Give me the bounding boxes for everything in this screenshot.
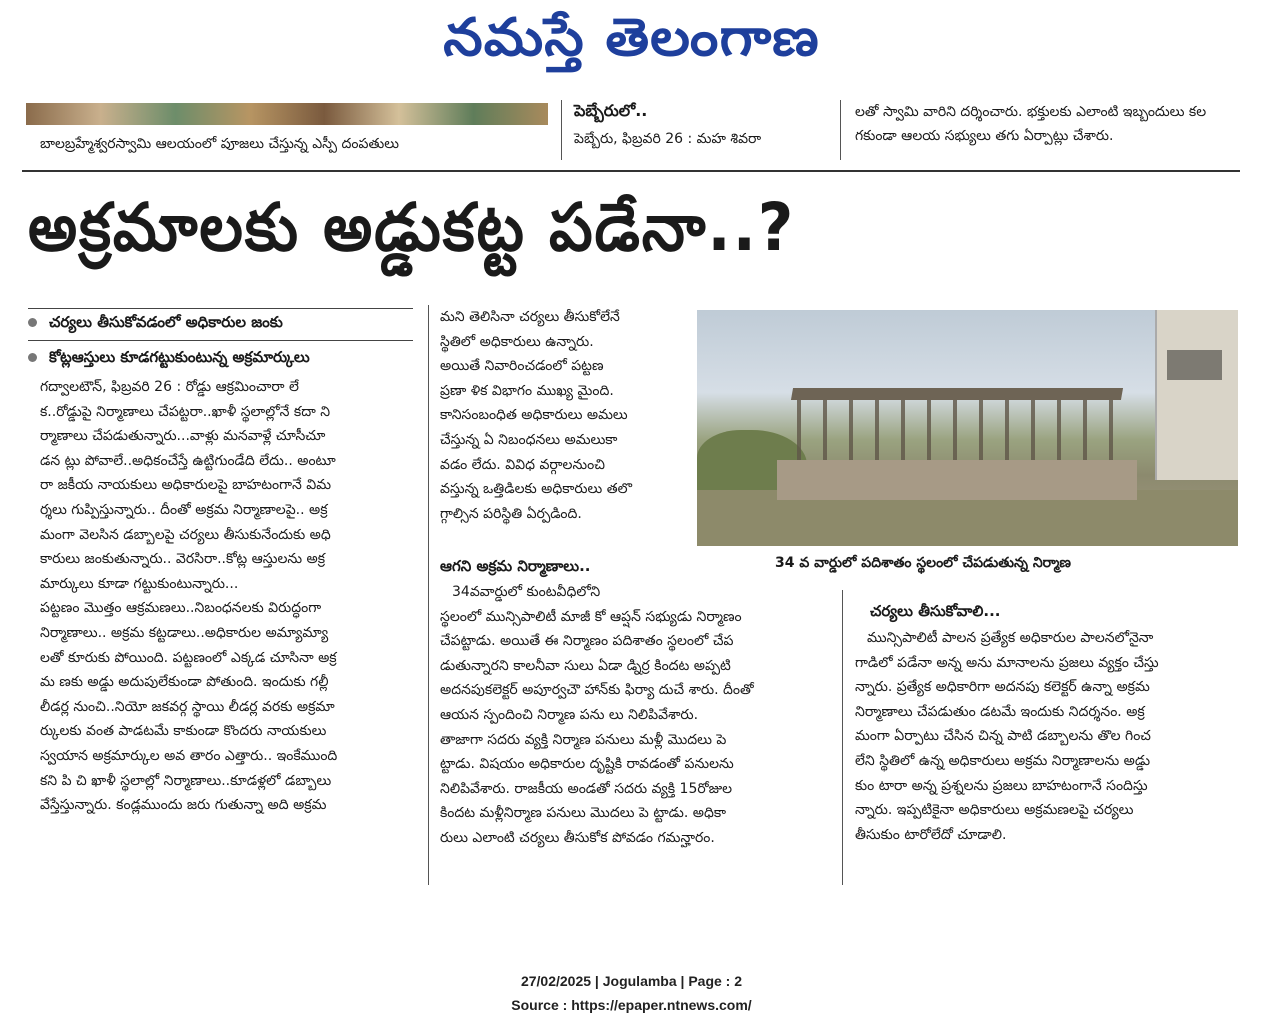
photo-wall	[777, 460, 1137, 500]
photo-slab	[791, 388, 1123, 400]
text-line: గాడిలో పడేనా అన్న అను మానాలను ప్రజలు వ్యక్తం చేస్తు	[855, 654, 1159, 671]
bullet-dot-icon	[28, 353, 37, 362]
text-line: క..రోడ్డుపై నిర్మాణాలు చేపట్టరా..ఖాళీ స్థలాల్లోనే కదా ని	[40, 403, 331, 420]
top-strip-caption: బాలబ్రహ్మేశ్వరస్వామి ఆలయంలో పూజలు చేస్తున్న ఎస్పీ దంపతులు	[40, 136, 399, 152]
text-line: మంగా ఏర్పాటు చేసిన చిన్న పాటి డబ్బాలను తొల గించ	[855, 728, 1151, 745]
text-line: న్నారు. ప్రత్యేక అధికారిగా అదనపు కలెక్టర్ ఉన్నా అక్రమ	[855, 679, 1150, 696]
column-divider	[428, 305, 429, 885]
footer-source-link[interactable]: Source : https://epaper.ntnews.com/	[511, 997, 752, 1013]
top-strip-heading: పెబ్బేరులో..	[574, 101, 648, 120]
text-line: అదనపుకలెక్టర్ అపూర్వచౌ హాన్‌కు ఫిర్యా దుచే శారు. దీంతో	[440, 682, 754, 699]
bullet-divider	[28, 308, 413, 309]
text-line: మంగా వెలసిన డబ్బాలపై చర్యలు తీసుకునేందుకు అధి	[40, 526, 331, 543]
section-heading: ఆగని అక్రమ నిర్మాణాలు..	[440, 557, 591, 575]
text-line: పట్టణం మొత్తం ఆక్రమణలు..నిబంధనలకు విరుద్ధంగా	[40, 600, 322, 617]
text-line: ర్కులకు వంత పాడటమే కాకుండా కొందరు నాయకులు	[40, 723, 327, 740]
text-line: నిర్మాణాలు చేపడుతుం డటమే ఇందుకు నిదర్శనం. అక్ర	[855, 703, 1145, 720]
text-line: కిందట మళ్లీనిర్మాణ పనులు మొదలు పె ట్టాడు. అధికా	[440, 805, 726, 822]
column-divider	[561, 100, 562, 160]
bullet-divider	[28, 340, 413, 341]
section-divider	[22, 170, 1240, 172]
sub-headline-bullet	[28, 348, 310, 370]
top-strip-right-text	[855, 100, 1240, 148]
text-line: లేని స్థితిలో ఉన్న అధికారులు అక్రమ నిర్మాణాలను అడ్డు	[855, 752, 1151, 769]
text-line: చేస్తున్న ఏ నిబంధనలు అమలుకా	[440, 431, 618, 448]
footer-date-edition: 27/02/2025 | Jogulamba | Page : 2	[520, 973, 743, 989]
text-line: గ్గాల్సిన పరిస్థితి ఏర్పడింది.	[440, 505, 582, 522]
text-line: తీసుకుం టారోలేదో చూడాలి.	[855, 826, 1007, 843]
text-line: ర్శలు గుప్పిస్తున్నారు.. దీంతో అక్రమ నిర్మాణాలపై.. అక్ర	[40, 501, 328, 518]
bullet-dot-icon	[28, 318, 37, 327]
section-heading: చర్యలు తీసుకోవాలి...	[870, 602, 1001, 620]
text-line: లతో కూరుకు పోయింది. పట్టణంలో ఎక్కడ చూసినా అక్ర	[40, 649, 337, 666]
text-line: నిర్మాణాలు.. అక్రమ కట్టడాలు..అధికారుల అమ్యామ్యా	[40, 624, 329, 641]
text-line: డుతున్నారని కాలనీవా సులు ఏడా డ్నిర్ర కిందట అప్పటి	[440, 657, 731, 674]
text-line: మార్కులు కూడా గట్టుకుంటున్నారు...	[40, 575, 239, 592]
text-line: న్నారు. ఇప్పటికైనా అధికారులు అక్రమణలపై చర్యలు	[855, 802, 1134, 819]
text-line: ఆయన స్పందించి నిర్మాణ పను లు నిలిపివేశారు.	[440, 706, 699, 723]
article-column-3	[855, 626, 1240, 847]
text-line: నిలిపివేశారు. రాజకీయ అండతో సదరు వ్యక్తి 15రోజుల	[440, 780, 733, 797]
column-divider	[840, 100, 841, 160]
text-line: ట్టాడు. విషయం అధికారుల దృష్టికి రావడంతో పనులను	[440, 756, 734, 773]
text-line: కుం టారా అన్న ప్రశ్నలను ప్రజలు బాహటంగానే సందిస్తు	[855, 777, 1148, 794]
sub-headline-bullet	[28, 313, 283, 335]
text-line: ర్మాణాలు చేపడుతున్నారు...వాళ్లు మనవాళ్లే చూసీచూ	[40, 428, 326, 445]
bullet-text: కోట్లఆస్తులు కూడగట్టుకుంటున్న అక్రమార్కులు	[49, 348, 310, 366]
text-line: డన ట్లు పోవాలే..అధికంచేస్తే ఉట్టిగుండేది లేదు.. అంటూ	[40, 452, 336, 469]
text-line: స్వయాన అక్రమార్కుల అవ తారం ఎత్తారు.. ఇంకేముంది	[40, 747, 338, 764]
column-divider	[842, 590, 843, 885]
text-line: ప్రణా ళిక విభాగం ముఖ్య మైంది.	[440, 382, 614, 399]
text-line: కారులు జంకుతున్నారు.. వెరసిరా..కోట్ల ఆస్తులను అక్ర	[40, 551, 326, 568]
top-strip-photo	[26, 103, 548, 125]
text-line: స్థితిలో అధికారులు ఉన్నారు.	[440, 333, 594, 350]
article-column-2-continued	[440, 580, 820, 851]
headline: అక్రమాలకు అడ్డుకట్ట పడేనా..?	[28, 189, 796, 266]
text-line: కానిసంబంధిత అధికారులు అమలు	[440, 407, 628, 424]
text-line: వస్తున్న ఒత్తిడిలకు అధికారులు తలొ	[440, 481, 633, 498]
text-line: రా జకీయ నాయకులు అధికారులపై బాహటంగానే విమ	[40, 477, 332, 494]
text-line: స్థలంలో మున్సిపాలిటీ మాజీ కో ఆప్షన్ సభ్యుడు నిర్మాణం	[440, 608, 742, 625]
bullet-text: చర్యలు తీసుకోవడంలో అధికారుల జంకు	[49, 313, 283, 331]
text-line: వేస్తేస్తున్నారు. కండ్లముందు జరు గుతున్నా అది అక్రమ	[40, 797, 327, 814]
text-line: తాజాగా సదరు వ్యక్తి నిర్మాణ పనులు మళ్లీ మొదలు పె	[440, 731, 727, 748]
masthead: నమస్తే తెలంగాణ	[443, 8, 820, 68]
text-line: గకుండా ఆలయ సభ్యులు తగు ఏర్పాట్లు చేశారు.	[855, 128, 1114, 144]
text-line: చేపట్టాడు. అయితే ఈ నిర్మాణం పదిశాతం స్థలంలో చేప	[440, 633, 734, 650]
photo-building	[1155, 310, 1238, 480]
text-line: రులు ఎలాంటి చర్యలు తీసుకోక పోవడం గమన్హారం.	[440, 829, 715, 846]
text-line: కని పి చి ఖాళీ స్థలాల్లో నిర్మాణాలు..కూడళ్లలో డబ్బాలు	[40, 772, 332, 789]
photo-window	[1167, 350, 1222, 380]
text-line: లీడర్ల నుంచి..నియో జకవర్గ స్థాయి లీడర్ల వరకు అక్రమా	[40, 698, 335, 715]
text-line: వడం లేదు. వివిధ వర్గాలనుంచి	[440, 456, 605, 473]
text-line: మున్సిపాలిటీ పాలన ప్రత్యేక అధికారుల పాలనలోనైనా	[867, 630, 1154, 646]
text-line: లతో స్వామి వారిని దర్శించారు. భక్తులకు ఎలాంటి ఇబ్బందులు కల	[855, 104, 1207, 120]
text-line: 34వవార్డులో కుంటవీధిలోని	[452, 584, 601, 600]
text-line: అయితే నివారించడంలో పట్టణ	[440, 358, 604, 375]
article-column-1	[40, 375, 415, 818]
text-line: గద్వాలటౌన్, ఫిబ్రవరి 26 : రోడ్డు ఆక్రమించారా లే	[40, 379, 299, 395]
top-strip-dateline: పెబ్బేరు, ఫిబ్రవరి 26 : మహ శివరా	[574, 131, 762, 147]
text-line: మని తెలిసినా చర్యలు తీసుకోలేనే	[440, 309, 620, 325]
text-line: మ ణకు అడ్డు అదుపులేకుండా పోతుంది. ఇందుకు గల్లీ	[40, 674, 329, 691]
photo-caption: 34 వ వార్డులో పదిశాతం స్థలంలో చేపడుతున్న నిర్మాణ	[775, 555, 1071, 571]
article-column-2	[440, 305, 685, 526]
construction-photo	[697, 310, 1238, 546]
